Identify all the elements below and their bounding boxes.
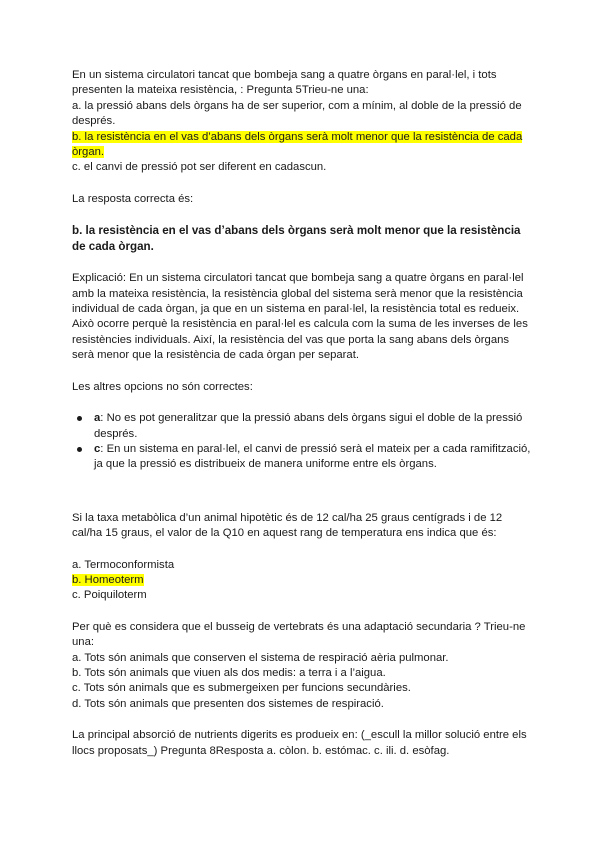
question-3-option-d: d. Tots són animals que presenten dos sistemes de respiració. [72, 697, 384, 710]
question-1-option-a: a. la pressió abans dels òrgans ha de ser superior, com a mínim, al doble de la pressió de després. [72, 99, 522, 128]
option-key: a [94, 412, 101, 425]
option-key: c [94, 442, 101, 455]
question-3-option-b: b. Tots són animals que viuen als dos medis: a terra i a l’aigua. [72, 666, 386, 679]
bullet-icon [77, 416, 82, 421]
list-item [72, 442, 532, 473]
highlighted-option-b: b. la resistència en el vas d’abans dels òrgans serà molt menor que la resistència de cada òrgan. [72, 130, 523, 159]
question-1-option-c: c. el canvi de pressió pot ser diferent en cadascun. [72, 161, 327, 174]
question-4-stem: La principal absorció de nutrients digerits es produeix en: (_escull la millor solució entre els llocs proposats_) Pregunta 8Resposta a. còlon. b. estómac. c. ili. d. esòfag. [72, 729, 527, 757]
document-page [72, 68, 532, 759]
option-reason: : En un sistema en paral·lel, el canvi de pressió serà el mateix per a cada ramifització, ja que la pressió es distribueix de manera uniforme entre els òrgans. [94, 442, 531, 471]
question-1-option-b [72, 130, 532, 161]
question-2-option-c: c. Poiquiloterm [72, 589, 147, 602]
question-2-option-b [72, 573, 532, 588]
question-1-stem: En un sistema circulatori tancat que bombeja sang a quatre òrgans en paral·lel, i tots presenten la mateixa resistència, : Pregunta 5Trieu-ne una: [72, 69, 497, 97]
correct-answer: b. la resistència en el vas d’abans dels òrgans serà molt menor que la resistència de cada òrgan. [72, 224, 521, 254]
question-2-stem: Si la taxa metabòlica d’un animal hipotètic és de 12 cal/ha 25 graus centígrads i de 12 cal/ha 15 graus, el valor de la Q10 en aquest rang de temperatura ens indica que és: [72, 511, 503, 540]
correct-answer-intro: La resposta correcta és: [72, 192, 194, 205]
explanation-paragraph: Explicació: En un sistema circulatori tancat que bombeja sang a quatre òrgans en paral·lel amb la mateixa resistència, la resistència global del sistema serà menor que la resistència individual de cada òrgan, ja que en un sistema en paral·lel, la resistència total es redueix. Això ocorre perquè la resistència en paral·lel es calcula com la suma de les inverses de les resistències individuals. Així, la resistència del vas que porta la sang abans dels òrgans serà menor que la resistència de cada òrgan per separat. [72, 272, 528, 362]
bullet-icon [77, 447, 82, 452]
highlighted-option-b: b. Homeoterm [72, 573, 144, 586]
question-3-option-a: a. Tots són animals que conserven el sistema de respiració aèria pulmonar. [72, 651, 449, 664]
question-3-stem: Per què es considera que el busseig de vertebrats és una adaptació secundaria ? Trieu-ne una: [72, 620, 526, 649]
other-options-list [72, 411, 532, 473]
question-3-option-c: c. Tots són animals que es submergeixen per funcions secundàries. [72, 682, 411, 695]
other-options-intro: Les altres opcions no són correctes: [72, 380, 253, 393]
list-item [72, 411, 532, 442]
question-2-option-a: a. Termoconformista [72, 558, 175, 571]
option-reason: : No es pot generalitzar que la pressió abans dels òrgans sigui el doble de la pressió després. [94, 412, 523, 440]
